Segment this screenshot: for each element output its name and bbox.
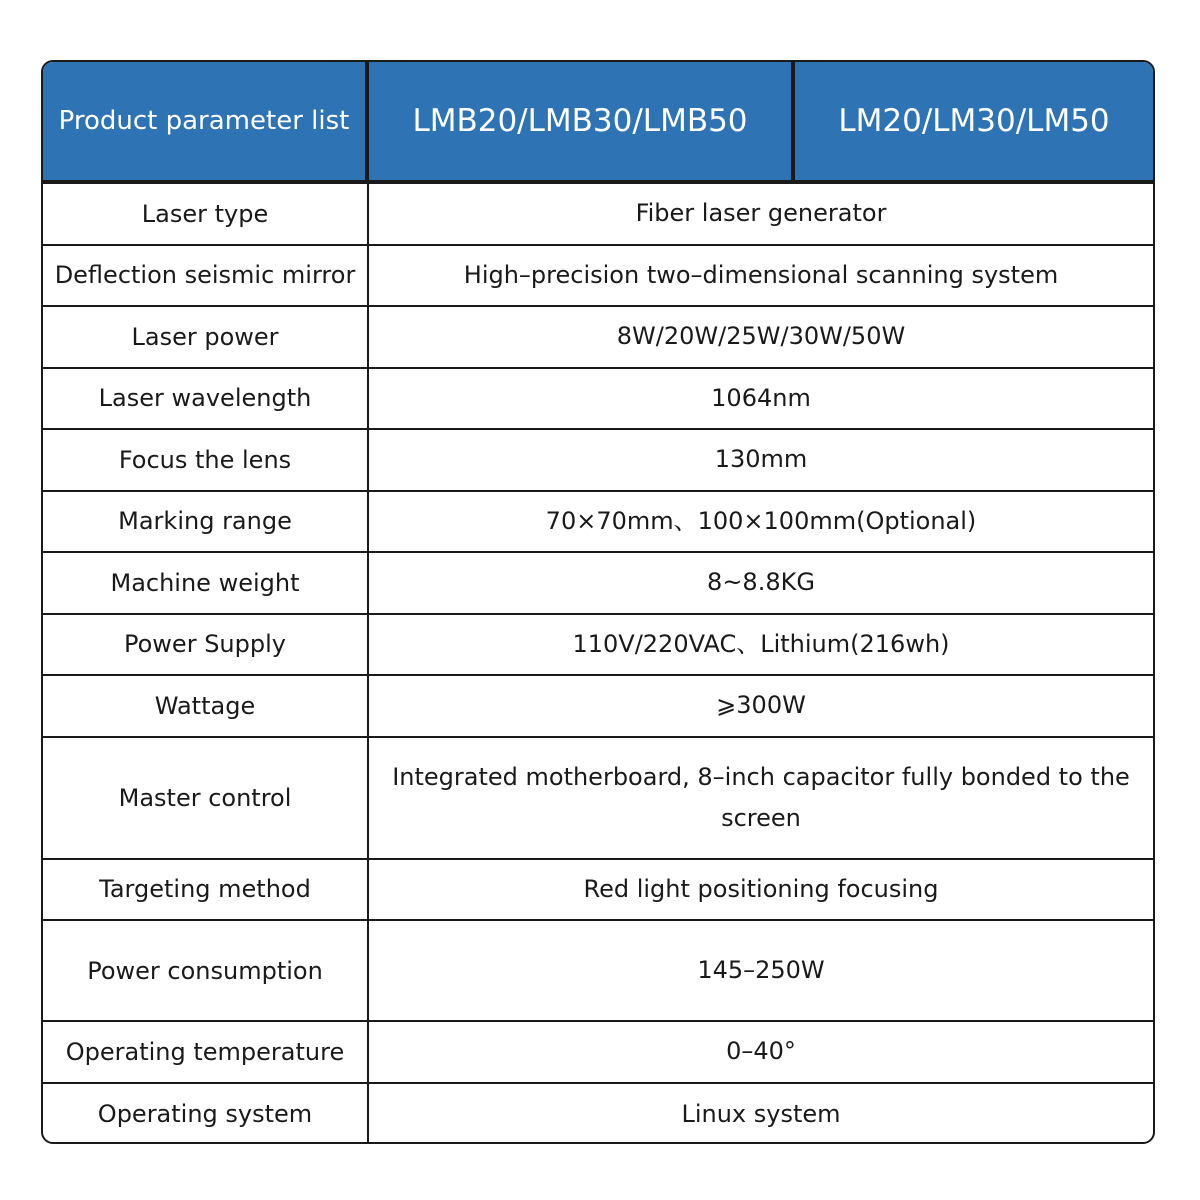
row-value: 1064nm	[711, 383, 811, 412]
row-label: Operating temperature	[43, 1022, 369, 1082]
table-row	[43, 553, 1153, 615]
table-row	[43, 676, 1153, 738]
row-label: Wattage	[43, 676, 369, 736]
row-value: 8~8.8KG	[707, 568, 815, 597]
table-row	[43, 369, 1153, 431]
row-value: 110V/220VAC、Lithium(216wh)	[572, 629, 950, 658]
table-row	[43, 307, 1153, 369]
row-label: Machine weight	[43, 553, 369, 613]
table-row	[43, 430, 1153, 492]
table-row	[43, 246, 1153, 308]
table-row	[43, 921, 1153, 1022]
row-label: Power Supply	[43, 615, 369, 675]
row-label: Deflection seismic mirror	[43, 246, 369, 306]
row-value: ⩾300W	[716, 691, 806, 720]
row-label: Power consumption	[43, 921, 369, 1020]
row-label: Laser type	[43, 184, 369, 244]
row-value: 8W/20W/25W/30W/50W	[616, 322, 906, 351]
row-label: Targeting method	[43, 860, 369, 920]
row-value: 145–250W	[697, 956, 825, 985]
row-value: Linux system	[681, 1099, 841, 1128]
table-row	[43, 184, 1153, 246]
row-value: Red light positioning focusing	[583, 874, 939, 903]
header-model-lm: LM20/LM30/LM50	[838, 103, 1110, 139]
table-row	[43, 1084, 1153, 1145]
table-row	[43, 738, 1153, 860]
table-row	[43, 860, 1153, 922]
header-parameter-list: Product parameter list	[43, 62, 369, 180]
row-value: Fiber laser generator	[635, 199, 887, 228]
table-body	[43, 184, 1153, 1144]
row-label: Laser wavelength	[43, 369, 369, 429]
row-label: Focus the lens	[43, 430, 369, 490]
row-value: 0–40°	[726, 1037, 796, 1066]
table-row	[43, 615, 1153, 677]
table-row	[43, 1022, 1153, 1084]
spec-table	[41, 60, 1155, 1144]
table-header-row	[43, 62, 1153, 184]
row-value: 130mm	[714, 445, 808, 474]
header-model-lmb: LMB20/LMB30/LMB50	[369, 62, 795, 180]
row-value: Integrated motherboard, 8–inch capacitor fully bonded to the screen	[392, 762, 1130, 832]
table-row	[43, 492, 1153, 554]
row-value: High–precision two–dimensional scanning system	[463, 260, 1059, 289]
row-value: 70×70mm、100×100mm(Optional)	[545, 506, 977, 535]
row-label: Laser power	[43, 307, 369, 367]
row-label: Master control	[43, 738, 369, 858]
row-label: Marking range	[43, 492, 369, 552]
row-label: Operating system	[43, 1084, 369, 1145]
